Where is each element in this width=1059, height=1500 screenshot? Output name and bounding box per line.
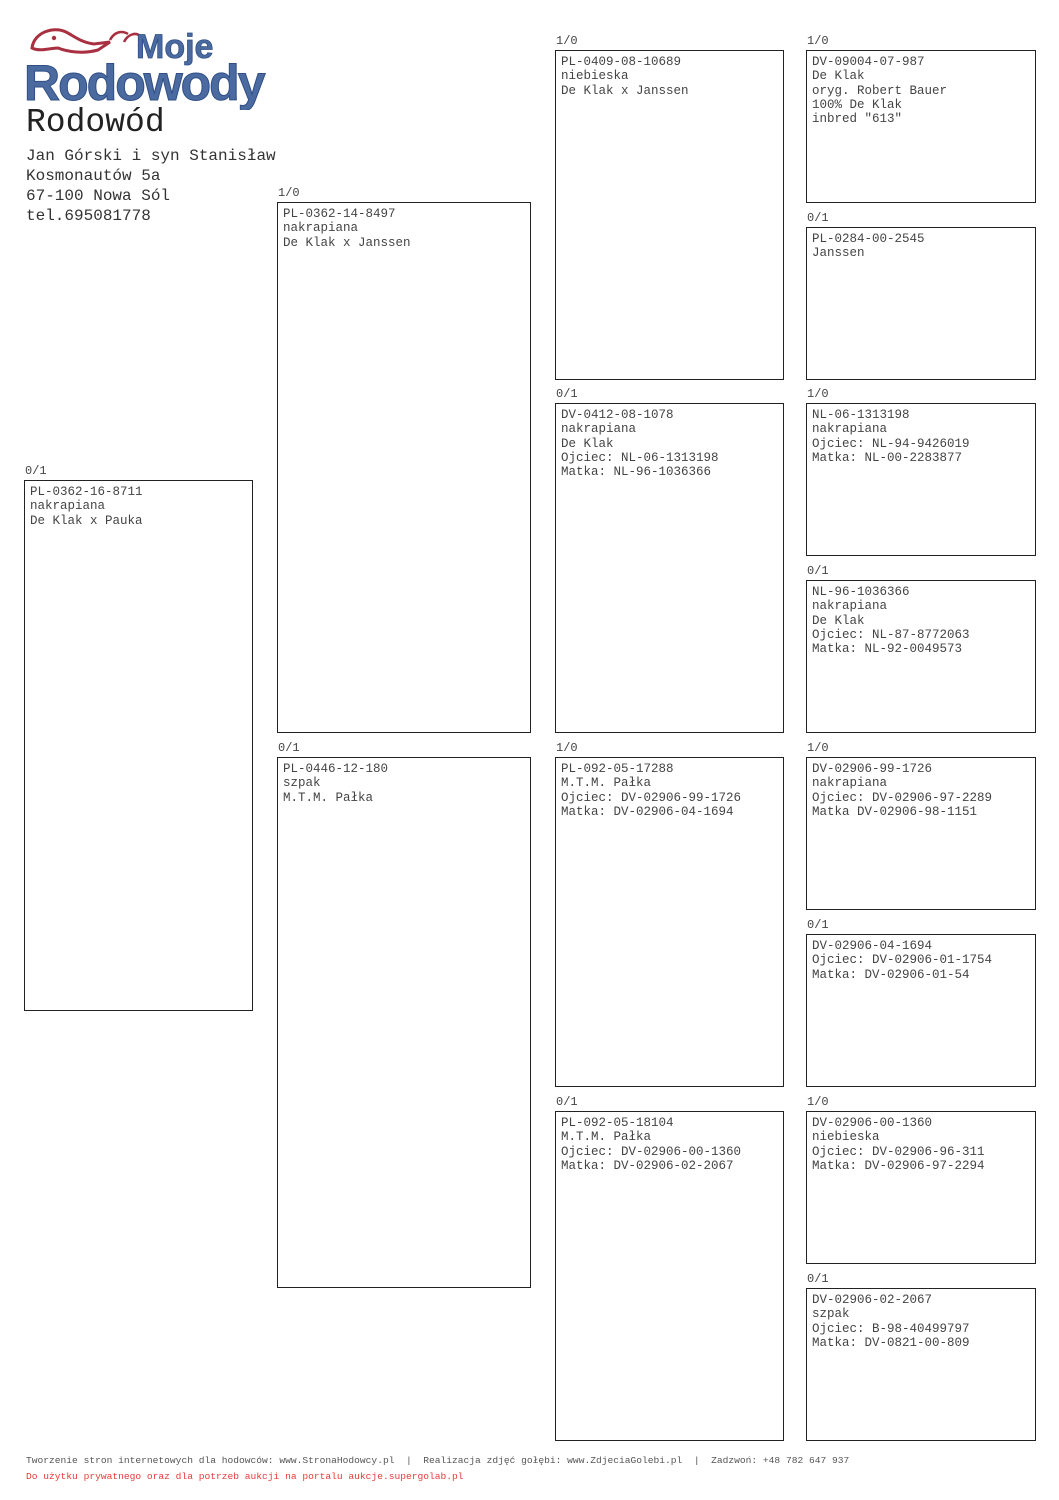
- ring-number: PL-0362-16-8711: [30, 485, 143, 499]
- pigeon-detail-line: De Klak x Pauka: [30, 513, 143, 528]
- footer-credits: Tworzenie stron internetowych dla hodowców: www.StronaHodowcy.pl | Realizacja zdjęć gołębi: www.ZdjeciaGolebi.pl | Zadzwoń: +48 782 647 937: [26, 1455, 850, 1466]
- pigeon-logo-icon: [24, 18, 274, 110]
- pigeon-detail-line: De Klak x Janssen: [283, 235, 411, 250]
- pigeon-card: [277, 741, 531, 1288]
- svg-text:Moje: Moje: [136, 28, 214, 66]
- sex-label: 1/0: [807, 1095, 829, 1109]
- sex-label: 0/1: [807, 918, 829, 932]
- pigeon-card: [806, 211, 1036, 380]
- sex-label: 1/0: [556, 34, 578, 48]
- pigeon-detail-line: nakrapiana: [283, 221, 359, 236]
- pigeon-detail-line: M.T.M. Pałka: [561, 1130, 652, 1145]
- pigeon-detail-line: 100% De Klak: [812, 97, 903, 112]
- pigeon-detail-line: inbred "613": [812, 112, 903, 127]
- pigeon-detail-line: Ojciec: NL-06-1313198: [561, 450, 719, 465]
- ring-number: DV-02906-02-2067: [812, 1293, 933, 1307]
- pigeon-card: [806, 387, 1036, 556]
- pigeon-detail-line: Matka: DV-02906-02-2067: [561, 1158, 734, 1173]
- pigeon-box: [806, 580, 1036, 733]
- pigeon-detail-line: nakrapiana: [812, 776, 888, 791]
- pigeon-detail-line: Matka: NL-92-0049573: [812, 642, 963, 657]
- ring-number: NL-96-1036366: [812, 585, 910, 599]
- pigeon-detail-line: nakrapiana: [30, 499, 106, 514]
- pigeon-detail-line: nakrapiana: [812, 599, 888, 614]
- sex-label: 0/1: [556, 1095, 578, 1109]
- ring-number: PL-092-05-17288: [561, 762, 674, 776]
- pigeon-card: [555, 387, 784, 733]
- pigeon-box: [806, 227, 1036, 380]
- ring-number: PL-0409-08-10689: [561, 55, 682, 69]
- pigeon-card: [24, 464, 253, 1011]
- pigeon-detail-line: Matka: NL-96-1036366: [561, 465, 712, 480]
- owner-phone: tel.695081778: [26, 207, 151, 225]
- pigeon-box: [806, 1288, 1036, 1441]
- pigeon-box: [555, 50, 784, 380]
- page-title: Rodowód: [26, 104, 165, 141]
- owner-info: [26, 146, 276, 226]
- ring-number: DV-0412-08-1078: [561, 408, 674, 422]
- pigeon-card: [555, 741, 784, 1087]
- pigeon-detail-line: De Klak: [561, 436, 614, 451]
- pigeon-card: [806, 918, 1036, 1087]
- pigeon-detail-line: Matka: DV-02906-04-1694: [561, 804, 734, 819]
- pigeon-box: [806, 403, 1036, 556]
- pigeon-box: [555, 757, 784, 1087]
- pigeon-detail-line: szpak: [812, 1307, 850, 1322]
- pigeon-detail-line: De Klak: [812, 613, 865, 628]
- sex-label: 1/0: [278, 186, 300, 200]
- pigeon-detail-line: Ojciec: B-98-40499797: [812, 1321, 970, 1336]
- sex-label: 1/0: [807, 741, 829, 755]
- pigeon-detail-line: Janssen: [812, 246, 865, 261]
- sex-label: 0/1: [556, 387, 578, 401]
- pigeon-detail-line: Ojciec: DV-02906-00-1360: [561, 1144, 742, 1159]
- pigeon-detail-line: Matka: DV-02906-97-2294: [812, 1158, 985, 1173]
- pigeon-box: [277, 202, 531, 733]
- pigeon-detail-line: Ojciec: DV-02906-96-311: [812, 1144, 985, 1159]
- pigeon-box: [806, 1111, 1036, 1264]
- svg-text:Rodowody: Rodowody: [24, 55, 264, 110]
- footer-notice: Do użytku prywatnego oraz dla potrzeb aukcji na portalu aukcje.supergolab.pl: [26, 1471, 464, 1482]
- ring-number: NL-06-1313198: [812, 408, 910, 422]
- pigeon-detail-line: nakrapiana: [561, 422, 637, 437]
- pigeon-box: [277, 757, 531, 1288]
- pigeon-box: [555, 403, 784, 733]
- ring-number: DV-09004-07-987: [812, 55, 925, 69]
- pigeon-card: [806, 1272, 1036, 1441]
- ring-number: PL-092-05-18104: [561, 1116, 674, 1130]
- pigeon-detail-line: Ojciec: NL-94-9426019: [812, 436, 970, 451]
- pigeon-card: [806, 741, 1036, 910]
- pigeon-box: [806, 757, 1036, 910]
- pigeon-detail-line: Ojciec: DV-02906-99-1726: [561, 790, 742, 805]
- pigeon-detail-line: Matka: DV-0821-00-809: [812, 1335, 970, 1350]
- pigeon-detail-line: Matka DV-02906-98-1151: [812, 804, 978, 819]
- pigeon-detail-line: Ojciec: DV-02906-01-1754: [812, 953, 993, 968]
- ring-number: DV-02906-00-1360: [812, 1116, 933, 1130]
- pigeon-detail-line: Ojciec: DV-02906-97-2289: [812, 790, 993, 805]
- sex-label: 0/1: [807, 564, 829, 578]
- pigeon-card: [806, 1095, 1036, 1264]
- ring-number: PL-0362-14-8497: [283, 207, 396, 221]
- pigeon-box: [24, 480, 253, 1011]
- sex-label: 1/0: [807, 387, 829, 401]
- pigeon-detail-line: Matka: NL-00-2283877: [812, 450, 963, 465]
- ring-number: PL-0284-00-2545: [812, 232, 925, 246]
- moje-rodowody-logo: [24, 18, 274, 110]
- ring-number: PL-0446-12-180: [283, 762, 389, 776]
- ring-number: DV-02906-99-1726: [812, 762, 933, 776]
- sex-label: 0/1: [278, 741, 300, 755]
- pigeon-detail-line: oryg. Robert Bauer: [812, 83, 948, 98]
- pigeon-detail-line: niebieska: [812, 1130, 880, 1145]
- pigeon-detail-line: De Klak: [812, 69, 865, 84]
- pigeon-detail-line: szpak: [283, 776, 321, 791]
- sex-label: 0/1: [807, 1272, 829, 1286]
- ring-number: DV-02906-04-1694: [812, 939, 933, 953]
- pigeon-detail-line: M.T.M. Pałka: [283, 790, 374, 805]
- pigeon-detail-line: M.T.M. Pałka: [561, 776, 652, 791]
- sex-label: 1/0: [807, 34, 829, 48]
- pigeon-card: [277, 186, 531, 733]
- owner-name: Jan Górski i syn Stanisław: [26, 147, 276, 165]
- sex-label: 0/1: [25, 464, 47, 478]
- pigeon-detail-line: Ojciec: NL-87-8772063: [812, 627, 970, 642]
- pigeon-detail-line: niebieska: [561, 69, 629, 84]
- pigeon-box: [806, 934, 1036, 1087]
- sex-label: 1/0: [556, 741, 578, 755]
- pigeon-detail-line: Matka: DV-02906-01-54: [812, 967, 970, 982]
- sex-label: 0/1: [807, 211, 829, 225]
- pigeon-card: [806, 564, 1036, 733]
- owner-street: Kosmonautów 5a: [26, 167, 161, 185]
- pigeon-box: [555, 1111, 784, 1441]
- pigeon-detail-line: nakrapiana: [812, 422, 888, 437]
- pigeon-card: [555, 1095, 784, 1441]
- pigeon-card: [555, 34, 784, 380]
- owner-city: 67-100 Nowa Sól: [26, 187, 171, 205]
- pigeon-detail-line: De Klak x Janssen: [561, 83, 689, 98]
- pigeon-box: [806, 50, 1036, 203]
- pigeon-card: [806, 34, 1036, 203]
